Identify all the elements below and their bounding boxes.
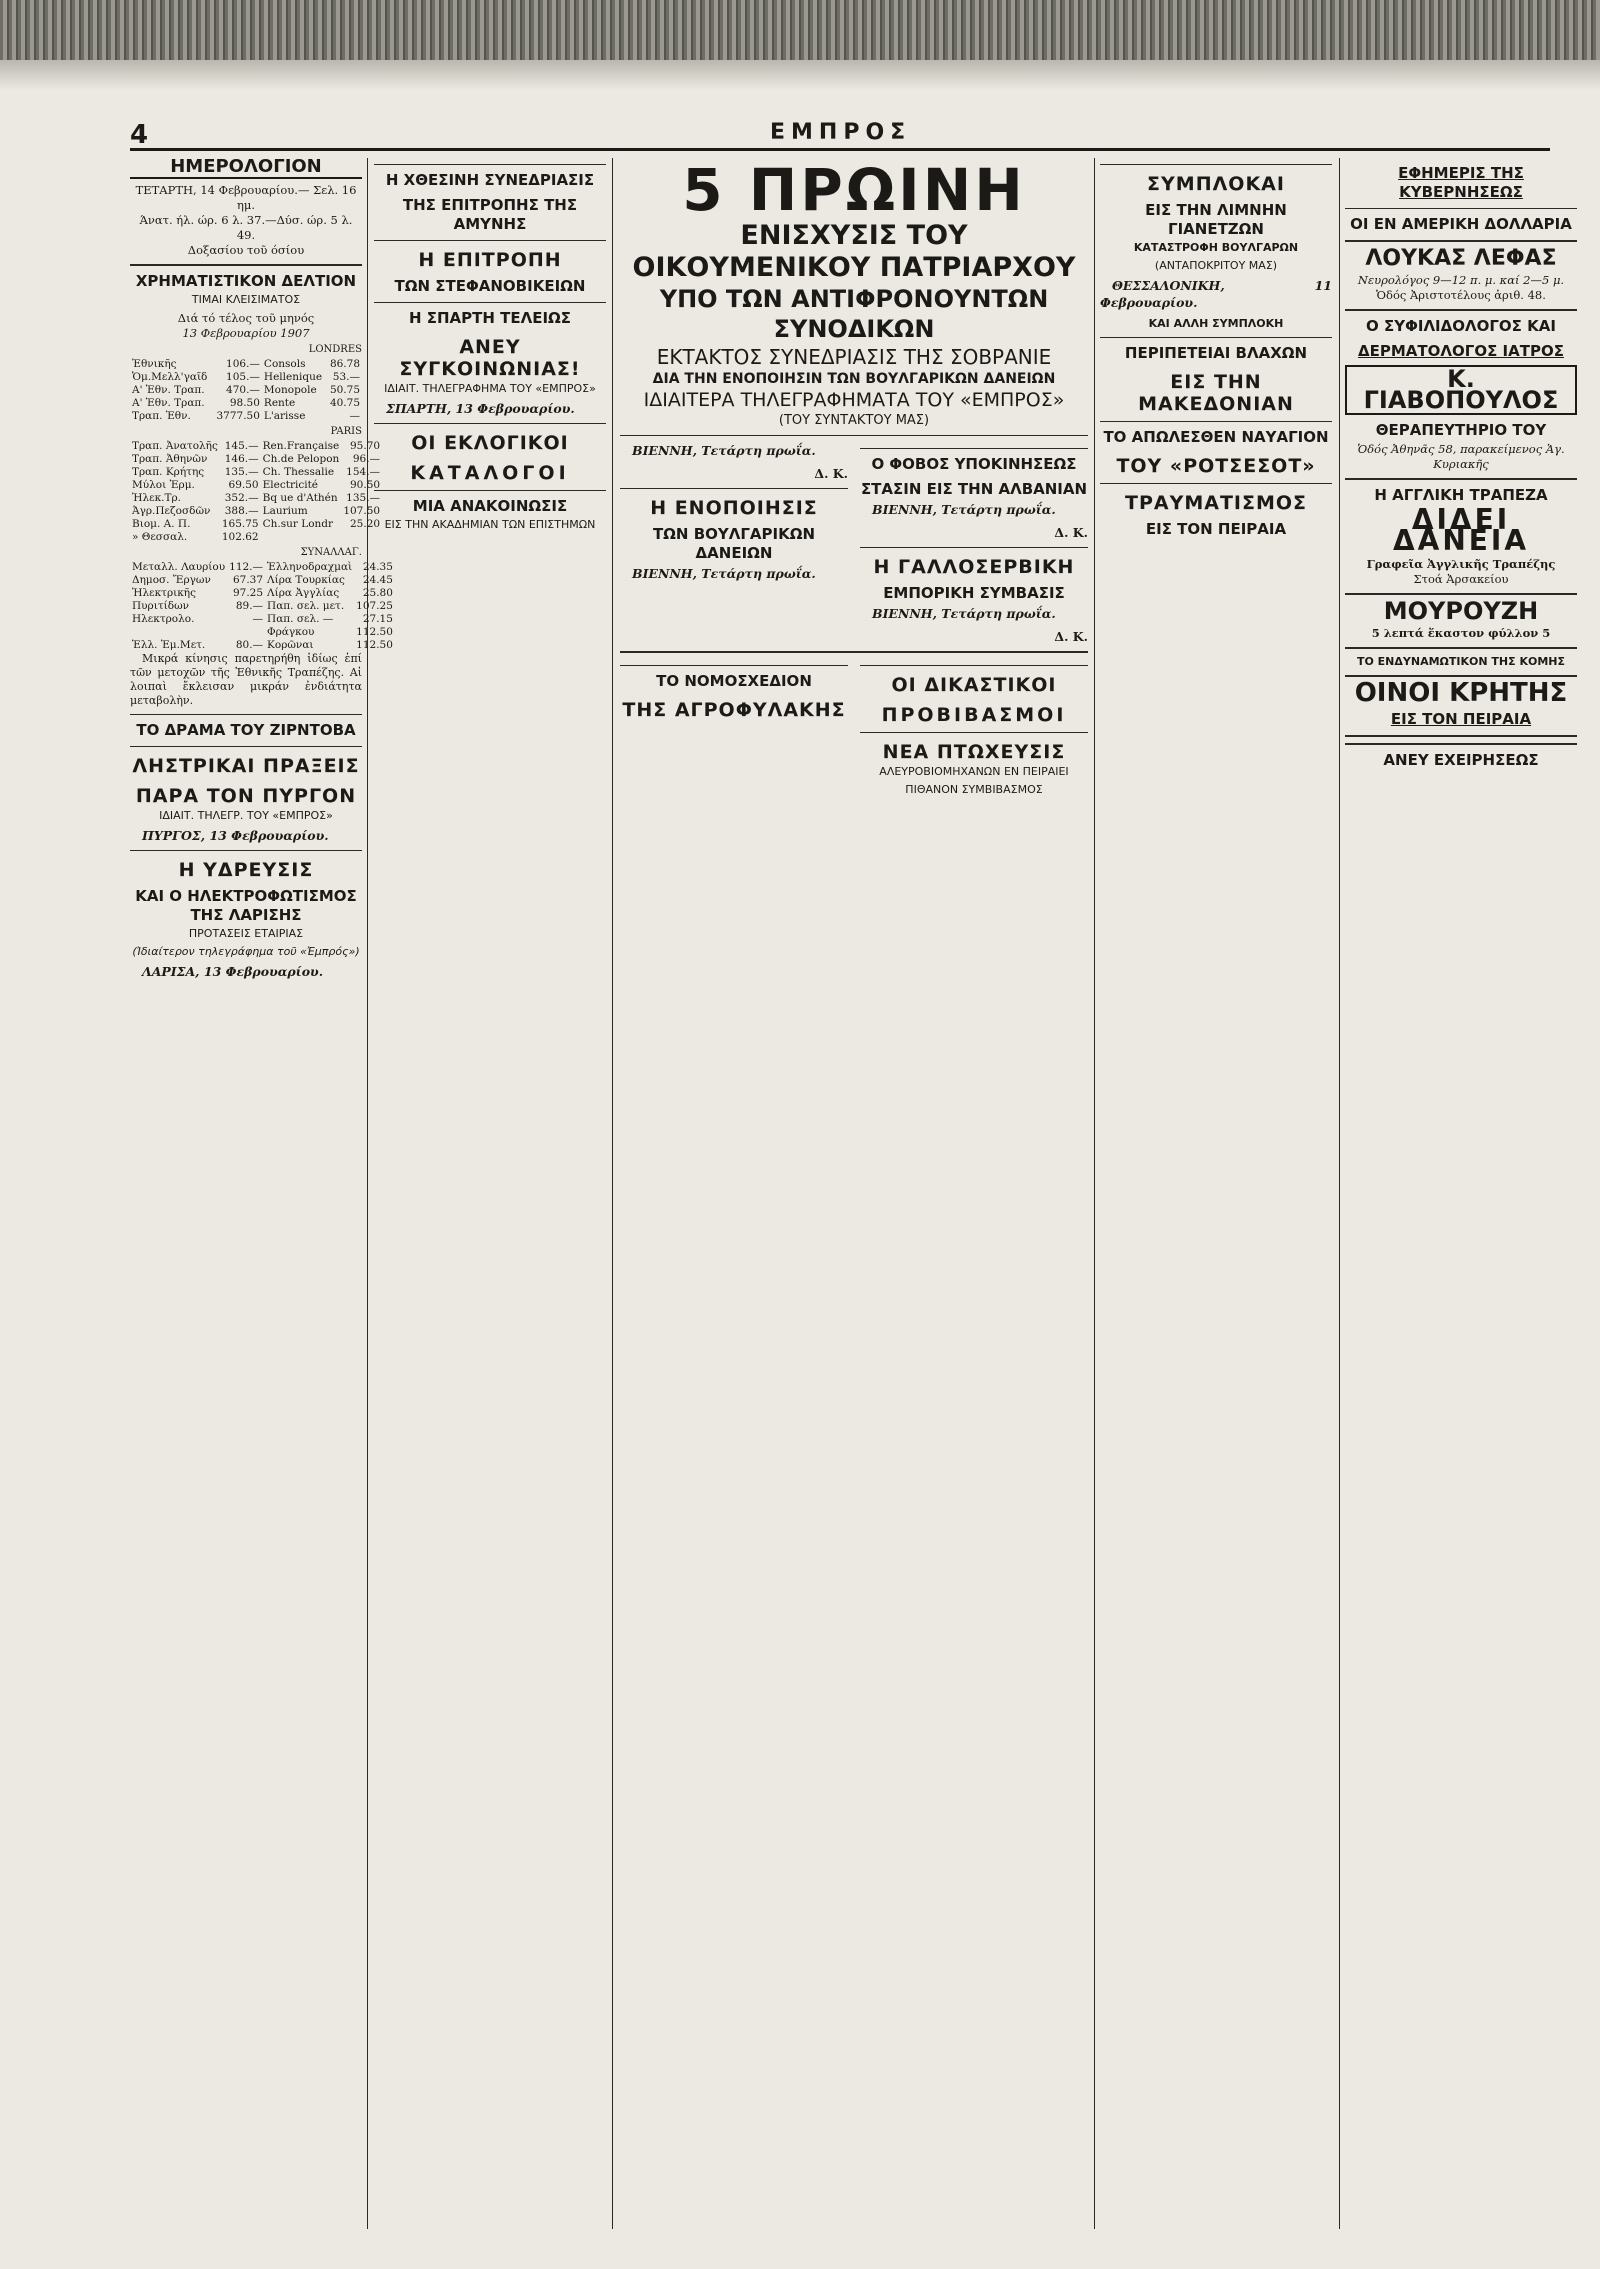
price-row	[130, 600, 395, 613]
divider	[620, 488, 848, 489]
price-label: » Θεσσαλ.	[132, 531, 188, 543]
price-label: Τραπ. Κρήτης	[132, 466, 205, 478]
price-value: 112.—	[229, 561, 264, 573]
calendar-line: ΤΕΤΑΡΤΗ, 14 Φεβρουαρίου.— Σελ. 16 ημ.	[135, 183, 357, 212]
price-row	[130, 440, 382, 453]
page-header	[130, 120, 1550, 151]
price-value: 90.50	[350, 479, 381, 491]
column-rule	[612, 158, 613, 2229]
price-row	[130, 371, 362, 384]
divider	[1100, 421, 1332, 422]
price-value: 146.—	[224, 453, 259, 465]
price-label: Δημοσ. Ἔργων	[132, 574, 211, 586]
price-row	[130, 626, 395, 639]
price-value: 89.—	[235, 600, 264, 612]
price-value: 165.75	[221, 518, 259, 530]
price-row	[130, 574, 395, 587]
divider	[130, 746, 362, 747]
article-source: ΙΔΙΑΙΤ. ΤΗΛΕΓΡ. ΤΟΥ «ΕΜΠΡΟΣ»	[159, 809, 333, 822]
subcolumn-right-lower	[860, 659, 1088, 803]
article-subtitle: ΠΑΡΑ ΤΟΝ ΠΥΡΓΟΝ	[135, 785, 357, 807]
price-label: Laurium	[262, 505, 308, 517]
price-value: 86.78	[329, 358, 360, 370]
paris-label: PARIS	[330, 426, 362, 437]
main-subheadline-6: (ΤΟΥ ΣΥΝΤΑΚΤΟΥ ΜΑΣ)	[778, 413, 930, 428]
price-label: Ἑλλ. Ἐμ.Μετ.	[132, 639, 206, 651]
article-subtitle: ΕΜΠΟΡΙΚΗ ΣΥΜΒΑΣΙΣ	[883, 584, 1065, 602]
column-rule	[1339, 158, 1340, 2229]
column-4	[1100, 158, 1332, 2229]
price-label: Rente	[263, 397, 296, 409]
price-value: 388.—	[224, 505, 259, 517]
ad-address: Ὁδός Ἀθηνᾶς 58, παρακείμενος Ἁγ. Κυριακῆς	[1357, 442, 1565, 471]
article-subtitle-3: (ΑΝΤΑΠΟΚΡΙΤΟΥ ΜΑΣ)	[1154, 259, 1278, 272]
article-title: ΤΟ ΝΟΜΟΣΧΕΔΙΟΝ	[656, 672, 812, 690]
article-subtitle: ΚΑΙ Ο ΗΛΕΚΤΡΟΦΩΤΙΣΜΟΣ ΤΗΣ ΛΑΡΙΣΗΣ	[135, 887, 357, 924]
price-label: L'arisse	[263, 410, 306, 422]
divider	[860, 665, 1088, 666]
price-row	[130, 492, 382, 505]
exchange-date: 13 Φεβρουαρίου 1907	[182, 326, 310, 340]
article-title: ΤΟ ΑΠΩΛΕΣΘΕΝ ΝΑΥΑΓΙΟΝ	[1103, 428, 1329, 446]
price-value: 106.—	[226, 358, 260, 370]
article-title: Ο ΦΟΒΟΣ ΥΠΟΚΙΝΗΣΕΩΣ	[871, 455, 1077, 473]
price-row	[130, 505, 382, 518]
price-row	[130, 479, 382, 492]
price-value: 80.—	[235, 639, 264, 651]
price-value: 25.80	[362, 587, 393, 599]
price-value: 24.35	[362, 561, 393, 573]
calendar-title: ΗΜΕΡΟΛΟΓΙΟΝ	[130, 158, 362, 179]
page-number: 4	[130, 120, 149, 150]
price-value: 53.—	[332, 371, 360, 383]
price-label: Ἐθνικῆς	[132, 358, 177, 370]
price-row	[130, 410, 362, 423]
divider	[1345, 478, 1577, 480]
article-title: Η ΧΘΕΣΙΝΗ ΣΥΝΕΔΡΙΑΣΙΣ	[385, 171, 595, 189]
ad-footer: Γραφεῖα Ἀγγλικῆς Τραπέζης	[1366, 557, 1556, 571]
price-label: Ἑλληνοδραχμαὶ	[267, 561, 353, 573]
price-row	[130, 518, 382, 531]
article-source: ΙΔΙΑΙΤ. ΤΗΛΕΓΡΑΦΗΜΑ ΤΟΥ «ΕΜΠΡΟΣ»	[384, 382, 596, 395]
price-value: 98.50	[229, 397, 260, 409]
divider	[1100, 483, 1332, 484]
article-title: ΟΙ ΕΚΛΟΓΙΚΟΙ	[411, 432, 569, 454]
divider	[374, 490, 606, 491]
price-value: 107.25	[356, 600, 393, 612]
exchange-title: ΧΡΗΜΑΤΙΣΤΙΚΟΝ ΔΕΛΤΙΟΝ	[135, 272, 357, 290]
article-subtitle: ΕΙΣ ΤΗΝ ΑΚΑΔΗΜΙΑΝ ΤΩΝ ΕΠΙΣΤΗΜΩΝ	[384, 518, 596, 531]
article-signature: Δ. Κ.	[814, 466, 848, 481]
price-value: 27.15	[362, 613, 393, 625]
calendar-line: Δοξασίου τοῦ όσίου	[187, 243, 305, 257]
article-subtitle: ΤΩΝ ΣΤΕΦΑΝΟΒΙΚΕΙΩΝ	[394, 277, 586, 295]
ad-line: Νευρολόγος 9—12 π. μ. καί 2—5 μ.	[1357, 273, 1565, 287]
article-title: ΟΙ ΔΙΚΑΣΤΙΚΟΙ	[891, 674, 1057, 696]
price-row	[130, 397, 362, 410]
price-label: Ἀγρ.Πεζοσδῶν	[132, 505, 211, 517]
price-label: Ἠλεκ.Τρ.	[132, 492, 181, 504]
price-value: 135.—	[346, 492, 381, 504]
price-value: 107.50	[343, 505, 381, 517]
ad-subtitle: ΔΙΔΕΙ ΔΑΝΕΙΑ	[1393, 503, 1529, 557]
price-value: 470.—	[226, 384, 260, 396]
price-label: Ἠλεκτρικῆς	[132, 587, 196, 599]
article-title: ΤΟ ΔΡΑΜΑ ΤΟΥ ΖΙΡΝΤΟΒΑ	[136, 721, 356, 739]
divider	[1345, 647, 1577, 649]
subcolumn-left-lower	[620, 659, 848, 803]
price-label: Ch.de Pelopon	[262, 453, 340, 465]
subcolumn-right	[860, 442, 1088, 645]
price-row	[130, 587, 395, 600]
article-subtitle-2: ΠΡΟΤΑΣΕΙΣ ΕΤΑΙΡΙΑΣ	[188, 927, 304, 940]
wide-column-split-lower	[620, 659, 1088, 803]
article-dateline: ΠΥΡΓΟΣ, 13 Φεβρουαρίου.	[142, 828, 329, 843]
article-title: Η ΓΑΛΛΟΣΕΡΒΙΚΗ	[873, 556, 1075, 578]
article-subtitle: ΑΝΕΥ ΣΥΓΚΟΙΝΩΝΙΑΣ!	[399, 336, 581, 380]
ad-title: ΛΟΥΚΑΣ ΛΕΦΑΣ	[1365, 246, 1557, 271]
price-value: 135.—	[224, 466, 259, 478]
price-value: 102.62	[221, 531, 259, 543]
article-subtitle: ΤΗΣ ΕΠΙΤΡΟΠΗΣ ΤΗΣ ΑΜΥΝΗΣ	[402, 196, 578, 233]
price-label: Τραπ. Ἀθηνῶν	[132, 453, 208, 465]
price-value: 96.—	[352, 453, 381, 465]
divider	[620, 651, 1088, 653]
column-5	[1345, 158, 1577, 2229]
ad-title: ΟΙΝΟΙ ΚΡΗΤΗΣ	[1354, 678, 1568, 708]
price-label: Consols	[263, 358, 306, 370]
article-dateline: ΒΙΕΝΝΗ, Τετάρτη πρωΐα.	[632, 443, 816, 458]
price-label: Monopole	[263, 384, 317, 396]
main-subheadline-5: ΙΔΙΑΙΤΕΡΑ ΤΗΛΕΓΡΑΦΗΜΑΤΑ ΤΟΥ «ΕΜΠΡΟΣ»	[643, 389, 1065, 411]
subcolumn-left	[620, 442, 848, 645]
gazette-title: ΕΦΗΜΕΡΙΣ ΤΗΣ ΚΥΒΕΡΝΗΣΕΩΣ	[1398, 164, 1524, 201]
price-label: Ch. Thessalie	[262, 466, 335, 478]
article-subtitle: ΑΛΕΥΡΟΒΙΟΜΗΧΑΝΩΝ ΕΝ ΠΕΙΡΑΙΕΙ	[879, 765, 1069, 778]
main-subheadline-4: ΔΙΑ ΤΗΝ ΕΝΟΠΟΙΗΣΙΝ ΤΩΝ ΒΟΥΛΓΑΡΙΚΩΝ ΔΑΝΕΙΩΝ	[652, 371, 1056, 387]
ad-footer-2: Στοά Ἀρσακείου	[1413, 572, 1509, 586]
article-title: ΠΕΡΙΠΕΤΕΙΑΙ ΒΛΑΧΩΝ	[1124, 344, 1308, 362]
divider	[1345, 593, 1577, 595]
ad-title: ΑΝΕΥ ΕΧΕΙΡΗΣΕΩΣ	[1383, 751, 1539, 769]
price-label: Hellenique	[263, 371, 323, 383]
price-label: Electricité	[262, 479, 318, 491]
price-label: Μύλοι Ἐρμ.	[132, 479, 195, 491]
price-row	[130, 358, 362, 371]
price-label: Ren.Française	[262, 440, 340, 452]
torn-page-edge	[0, 0, 1600, 60]
divider	[1100, 337, 1332, 338]
ad-name: ΜΟΥΡΟΥΖΗ	[1383, 597, 1539, 625]
price-label: Πυριτίδων	[132, 600, 190, 612]
ad-title: Η ΑΓΓΛΙΚΗ ΤΡΑΠΕΖΑ	[1374, 486, 1548, 504]
wide-column-split	[620, 442, 1088, 645]
article-title: ΛΗΣΤΡΙΚΑΙ ΠΡΑΞΕΙΣ	[132, 755, 360, 777]
divider	[860, 732, 1088, 733]
article-title: Η ΥΔΡΕΥΣΙΣ	[178, 859, 314, 881]
divider	[1345, 743, 1577, 745]
price-value: —	[252, 613, 264, 625]
article-title: ΣΥΜΠΛΟΚΑΙ	[1147, 173, 1285, 195]
article-subtitle: ΣΤΑΣΙΝ ΕΙΣ ΤΗΝ ΑΛΒΑΝΙΑΝ	[860, 480, 1088, 498]
ad-subtitle: ΕΙΣ ΤΟΝ ΠΕΙΡΑΙΑ	[1390, 710, 1532, 728]
article-subtitle-2: ΠΙΘΑΝΟΝ ΣΥΜΒΙΒΑΣΜΟΣ	[905, 783, 1043, 796]
price-table-b	[130, 440, 382, 544]
price-value: 40.75	[329, 397, 360, 409]
article-dateline: ΒΙΕΝΝΗ, Τετάρτη πρωΐα.	[872, 606, 1056, 621]
price-row	[130, 531, 382, 544]
column-3	[620, 158, 1088, 2229]
price-label: Ηλεκτρολο.	[132, 613, 195, 625]
price-label	[261, 531, 342, 544]
price-label: Bq ue d'Athén	[262, 492, 338, 504]
main-subheadline: ΕΝΙΣΧΥΣΙΣ ΤΟΥ ΟΙΚΟΥΜΕΝΙΚΟΥ ΠΑΤΡΙΑΡΧΟΥ	[632, 220, 1076, 283]
price-row	[130, 384, 362, 397]
price-value: 95.70	[350, 440, 381, 452]
column-rule	[1094, 158, 1095, 2229]
price-value: 352.—	[224, 492, 259, 504]
article-subtitle: ΕΙΣ ΤΗΝ ΛΙΜΝΗΝ ΓΙΑΝΕΤΖΩΝ	[1145, 201, 1287, 238]
price-label: Μεταλλ. Λαυρίου	[132, 561, 226, 573]
ad-subtitle: ΔΕΡΜΑΤΟΛΟΓΟΣ ΙΑΤΡΟΣ	[1358, 342, 1564, 360]
price-row	[130, 453, 382, 466]
divider	[130, 264, 362, 266]
divider	[130, 714, 362, 715]
divider	[374, 240, 606, 241]
divider	[1345, 309, 1577, 311]
article-signature: Δ. Κ.	[1054, 525, 1088, 540]
article-subtitle-2: ΚΑΤΑΣΤΡΟΦΗ ΒΟΥΛΓΑΡΩΝ	[1133, 241, 1299, 254]
price-row	[130, 613, 395, 626]
article-subtitle: ΕΙΣ ΤΗΝ ΜΑΚΕΔΟΝΙΑΝ	[1138, 371, 1294, 415]
article-title: Η ΣΠΑΡΤΗ ΤΕΛΕΙΩΣ	[408, 309, 572, 327]
price-label	[130, 626, 227, 639]
main-subheadline-3: ΕΚΤΑΚΤΟΣ ΣΥΝΕΔΡΙΑΣΙΣ ΤΗΣ ΣΟΒΡΑΝΙΕ	[656, 345, 1052, 369]
masthead-title: ΕΜΠΡΟΣ	[770, 120, 912, 145]
price-value: 97.25	[232, 587, 264, 599]
article-title: ΤΡΑΥΜΑΤΙΣΜΟΣ	[1124, 492, 1307, 514]
article-dateline: ΛΑΡΙΣΑ, 13 Φεβρουαρίου.	[142, 964, 324, 979]
article-title: Η ΕΝΟΠΟΙΗΣΙΣ	[650, 497, 818, 519]
article-signature: Δ. Κ.	[1054, 629, 1088, 644]
synallagma-label: ΣΥΝΑΛΛΑΓ.	[300, 547, 362, 558]
price-value: 112.50	[356, 626, 393, 638]
london-label: LONDRES	[308, 344, 362, 355]
divider	[1345, 735, 1577, 737]
price-label: Λίρα Τουρκίας	[267, 574, 345, 586]
price-label: Α' Ἐθν. Τραπ.	[132, 384, 205, 396]
price-table-a	[130, 358, 362, 423]
price-label: Ch.sur Londr	[262, 518, 334, 530]
price-label: Παπ. σελ. —	[267, 613, 334, 625]
article-source: (Ἰδιαίτερον τηλεγράφημα τοῦ «Ἐμπρός»)	[132, 945, 360, 958]
divider	[374, 164, 606, 165]
price-label: Λίρα Ἀγγλίας	[267, 587, 340, 599]
divider	[374, 423, 606, 424]
ad-line: 5 λεπτά ἕκαστον φύλλον 5	[1371, 626, 1551, 640]
ad-title: Ο ΣΥΦΙΛΙΔΟΛΟΓΟΣ ΚΑΙ	[1366, 317, 1556, 335]
price-value: 25.20	[350, 518, 381, 530]
price-label: Κορῶναι	[267, 639, 314, 651]
article-subtitle: ΤΟΥ «ΡΟΤΣΕΣΟΤ»	[1116, 455, 1316, 477]
price-value: 24.45	[362, 574, 393, 586]
price-label: Παπ. σελ. μετ.	[267, 600, 345, 612]
exchange-subtitle: ΤΙΜΑΙ ΚΛΕΙΣΙΜΑΤΟΣ	[191, 293, 301, 306]
price-value: 50.75	[329, 384, 360, 396]
price-value: 112.50	[356, 639, 393, 651]
price-value: 3777.50	[216, 410, 260, 422]
price-table-c	[130, 561, 395, 652]
torn-page-edge-fade	[0, 60, 1600, 90]
ad-hours: ΘΕΡΑΠΕΥΤΗΡΙΟ ΤΟΥ	[1375, 421, 1547, 439]
article-dateline: ΣΠΑΡΤΗ, 13 Φεβρουαρίου.	[386, 401, 575, 416]
price-value: 67.37	[232, 574, 264, 586]
price-value: 105.—	[226, 371, 260, 383]
article-subtitle: ΕΙΣ ΤΟΝ ΠΕΙΡΑΙΑ	[1145, 520, 1287, 538]
exchange-summary: Μικρά κίνησις παρετηρήθη ἰδίως ἐπί τῶν μετοχῶν τῆς Ἐθνικῆς Τραπέζης. Αἱ λοιπαὶ ἔκλεισαν μικράν ἐνδιάτητα μεταβολὴν.	[130, 652, 362, 707]
price-value: 69.50	[228, 479, 259, 491]
divider	[1100, 164, 1332, 165]
divider	[860, 547, 1088, 548]
divider	[860, 448, 1088, 449]
price-label: Ὁμ.Μελλ'γαῖδ	[132, 371, 208, 383]
divider	[130, 850, 362, 851]
article-dateline: ΘΕΣΣΑΛΟΝΙΚΗ, 11 Φεβρουαρίου.	[1100, 278, 1332, 310]
divider	[620, 665, 848, 666]
divider	[1345, 240, 1577, 242]
price-label: Φράγκου	[267, 626, 315, 638]
price-value: 145.—	[224, 440, 259, 452]
price-row	[130, 639, 395, 652]
ad-line: Ὁδός Ἀριστοτέλους ἀριθ. 48.	[1376, 288, 1546, 302]
column-1	[130, 156, 393, 2229]
ad-name: Κ. ΓΙΑΒΟΠΟΥΛΟΣ	[1345, 365, 1577, 415]
price-value	[227, 626, 265, 639]
price-value: 154.—	[346, 466, 381, 478]
article-title: ΝΕΑ ΠΤΩΧΕΥΣΙΣ	[882, 741, 1066, 763]
price-value: —	[349, 410, 360, 422]
price-label: Α' Ἐθν. Τραπ.	[132, 397, 205, 409]
price-label: Τραπ. Ἀνατολῆς	[132, 440, 218, 452]
article-title: ΜΙΑ ΑΝΑΚΟΙΝΩΣΙΣ	[412, 497, 568, 515]
article-dateline: ΒΙΕΝΝΗ, Τετάρτη πρωΐα.	[632, 566, 816, 581]
divider	[1345, 208, 1577, 209]
calendar-line: Άνατ. ήλ. ώρ. 6 λ. 37.—Δύσ. ώρ. 5 λ. 49.	[139, 213, 353, 242]
divider	[620, 435, 1088, 436]
divider	[374, 302, 606, 303]
exchange-note: Διά τό τέλος τοῦ μηνός	[177, 311, 315, 325]
article-subtitle: ΠΡΟΒΙΒΑΣΜΟΙ	[881, 704, 1067, 726]
main-subheadline-2: ΥΠΟ ΤΩΝ ΑΝΤΙΦΡΟΝΟΥΝΤΩΝ ΣΥΝΟΔΙΚΩΝ	[659, 285, 1049, 343]
price-row	[130, 561, 395, 574]
article-title: ΟΙ ΕΝ ΑΜΕΡΙΚΗ ΔΟΛΛΑΡΙΑ	[1350, 215, 1572, 233]
column-2	[374, 158, 606, 2229]
article-subtitle: ΚΑΤΑΛΟΓΟΙ	[410, 462, 570, 484]
article-title: ΚΑΙ ΑΛΛΗ ΣΥΜΠΛΟΚΗ	[1148, 317, 1284, 330]
price-row	[130, 466, 382, 479]
article-subtitle: ΤΗΣ ΑΓΡΟΦΥΛΑΚΗΣ	[622, 699, 846, 721]
price-label: Βιομ. Α. Π.	[132, 518, 191, 530]
divider	[1345, 675, 1577, 677]
article-subtitle: ΤΩΝ ΒΟΥΛΓΑΡΙΚΩΝ ΔΑΝΕΙΩΝ	[652, 525, 816, 562]
article-title: Η ΕΠΙΤΡΟΠΗ	[418, 249, 562, 271]
main-headline: 5 ΠΡΩΙΝΗ	[682, 156, 1026, 224]
article-dateline: ΒΙΕΝΝΗ, Τετάρτη πρωΐα.	[872, 502, 1056, 517]
ad-title: ΤΟ ΕΝΔΥΝΑΜΩΤΙΚΟΝ ΤΗΣ ΚΟΜΗΣ	[1356, 655, 1565, 668]
price-label: Τραπ. Ἐθν.	[132, 410, 191, 422]
